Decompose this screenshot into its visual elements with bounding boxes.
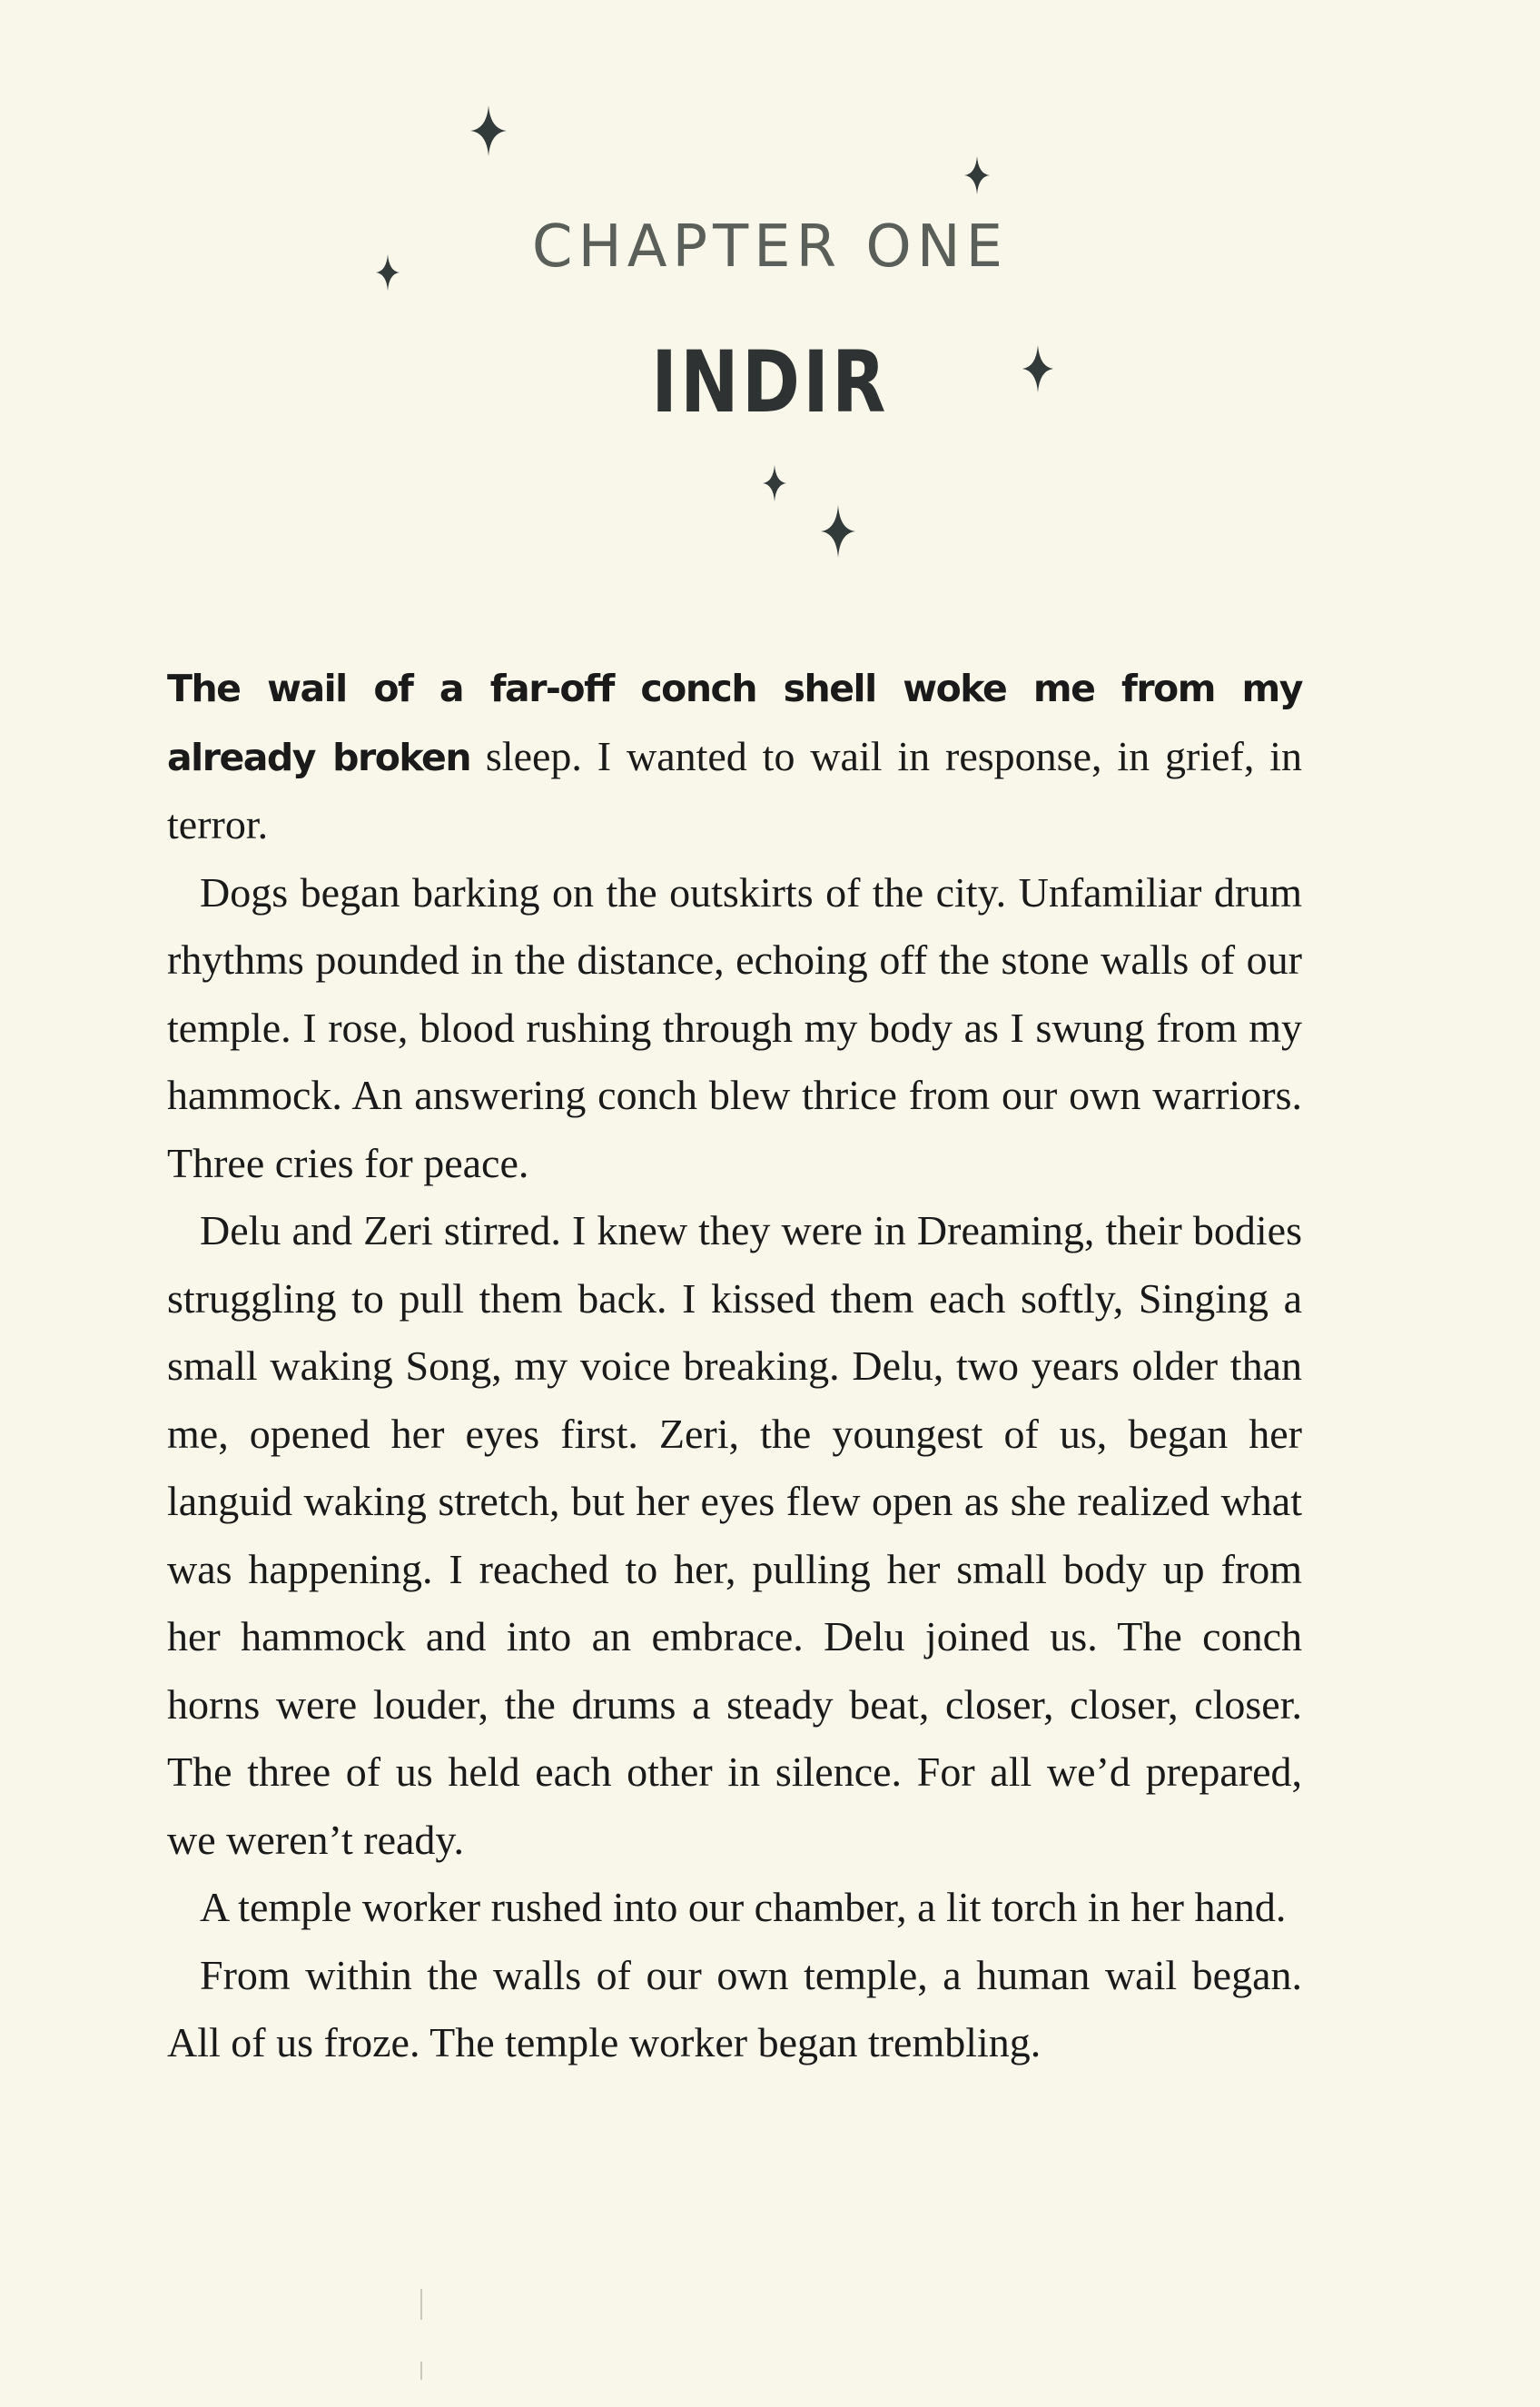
paragraph: Delu and Zeri stirred. I knew they were in Dreaming, their bodies struggling to pull them back. I kissed them each softly, Singing a small waking Song, my voice breaking. Delu, two years older than me, opened her eyes first. Zeri, the youngest of us, began her languid waking stretch, but her eyes flew open as she realized what was happening. I reached to her, pulling her small body up from her hammock and into an embrace. Delu joined us. The conch horns were louder, the drums a steady beat, closer, closer, closer. The three of us held each other in silence. For all we’d prepared, we weren’t ready. (167, 1207, 1302, 1863)
star-icon (470, 105, 507, 156)
paragraph (167, 654, 1302, 859)
scan-artifact (420, 2289, 422, 2320)
paragraph: From within the walls of our own temple, a human wail began. All of us froze. The temple worker began trembling. (167, 1951, 1302, 2065)
star-icon (964, 156, 990, 194)
chapter-title: INDIR (651, 333, 889, 432)
paragraph: Dogs began barking on the outskirts of the city. Unfamiliar drum rhythms pounded in the distance, echoing off the stone walls of our temple. I rose, blood rushing through my body as I swung from my hammock. An answering conch blew thrice from our own warriors. Three cries for peace. (167, 868, 1302, 1186)
paragraph: A temple worker rushed into our chamber, a lit torch in her hand. (200, 1884, 1287, 1930)
chapter-body (167, 654, 1302, 2077)
star-icon (821, 505, 855, 558)
chapter-label: CHAPTER ONE (531, 213, 1009, 281)
paragraph-text: sleep. I wanted to wail in response, in grief, in terror. (167, 732, 1302, 847)
star-icon (763, 465, 786, 501)
opening-line: The wail of a far-off conch shell woke me from my already broken (167, 667, 1302, 779)
scan-artifact (420, 2362, 422, 2380)
